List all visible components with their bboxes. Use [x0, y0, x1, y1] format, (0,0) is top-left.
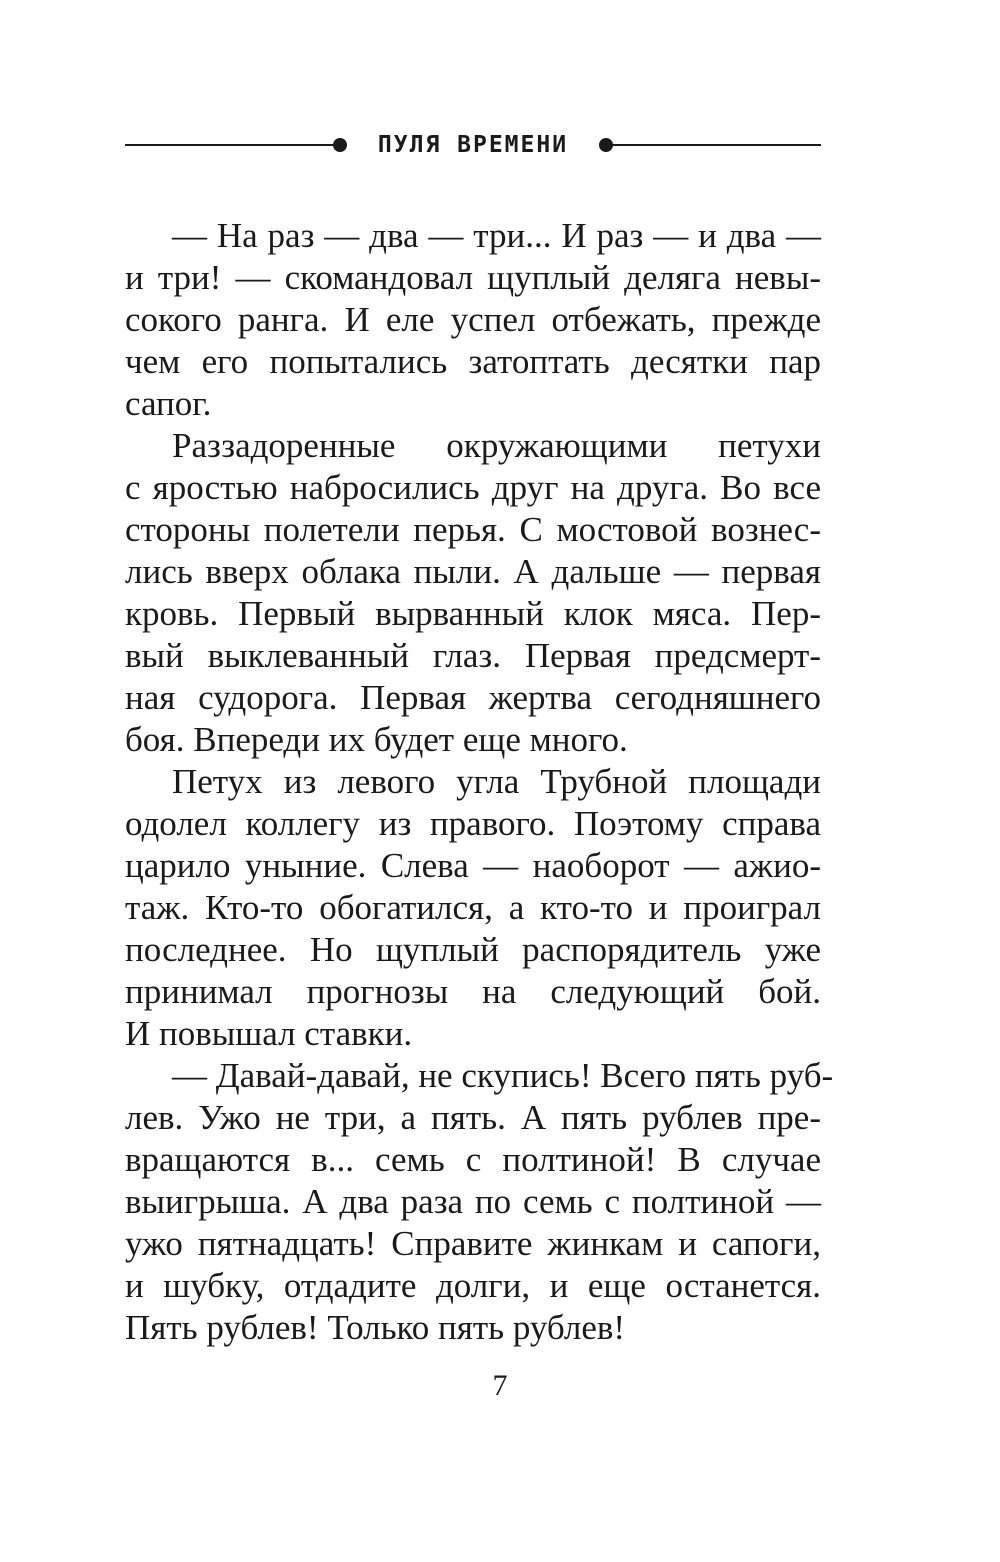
text-line: сокого ранга. И еле успел отбежать, прежде	[125, 300, 821, 339]
text-line: — Давай-давай, не скупись! Всего пять руб-	[172, 1056, 834, 1095]
text-line: Раззадоренные окружающими петухи	[172, 426, 821, 465]
text-line: стороны полетели перья. С мостовой вознес-	[125, 510, 821, 549]
text-line: одолел коллегу из правого. Поэтому справа	[125, 804, 821, 843]
running-head	[125, 125, 821, 165]
running-head-title: ПУЛЯ ВРЕМЕНИ	[377, 132, 569, 158]
text-line: И повышал ставки.	[125, 1014, 413, 1053]
text-line: лев. Ужо не три, а пять. А пять рублев пре-	[125, 1098, 821, 1137]
header-rule-right	[611, 144, 821, 146]
text-line: боя. Впереди их будет еще много.	[125, 720, 628, 759]
text-line: и три! — скомандовал щуплый деляга невы-	[125, 258, 821, 297]
text-line: Петух из левого угла Трубной площади	[172, 762, 821, 801]
text-line: вращаются в... семь с полтиной! В случае	[125, 1140, 821, 1179]
page-number: 7	[492, 1369, 508, 1402]
text-line: сапог.	[125, 384, 212, 423]
text-line: вый выклеванный глаз. Первая предсмерт-	[125, 636, 821, 675]
text-line: лись вверх облака пыли. А дальше — первая	[125, 552, 821, 591]
text-line: и шубку, отдадите долги, и еще останется.	[125, 1266, 821, 1305]
text-line: — На раз — два — три... И раз — и два —	[172, 216, 821, 255]
text-line: выигрыша. А два раза по семь с полтиной —	[125, 1182, 821, 1221]
header-bullet-left-icon	[333, 138, 347, 152]
text-line: с яростью набросились друг на друга. Во все	[125, 468, 821, 507]
text-line: Пять рублев! Только пять рублев!	[125, 1308, 626, 1347]
text-line: принимал прогнозы на следующий бой.	[125, 972, 821, 1011]
text-line: последнее. Но щуплый распорядитель уже	[125, 930, 821, 969]
text-line: ужо пятнадцать! Справите жинкам и сапоги,	[125, 1224, 821, 1263]
header-rule-left	[125, 144, 335, 146]
text-line: чем его попытались затоптать десятки пар	[125, 342, 821, 381]
text-line: ная судорога. Первая жертва сегодняшнего	[125, 678, 821, 717]
text-line: царило уныние. Слева — наоборот — ажио-	[125, 846, 821, 885]
text-line: кровь. Первый вырванный клок мяса. Пер-	[125, 594, 821, 633]
text-line: таж. Кто-то обогатился, а кто-то и проиграл	[125, 888, 821, 927]
